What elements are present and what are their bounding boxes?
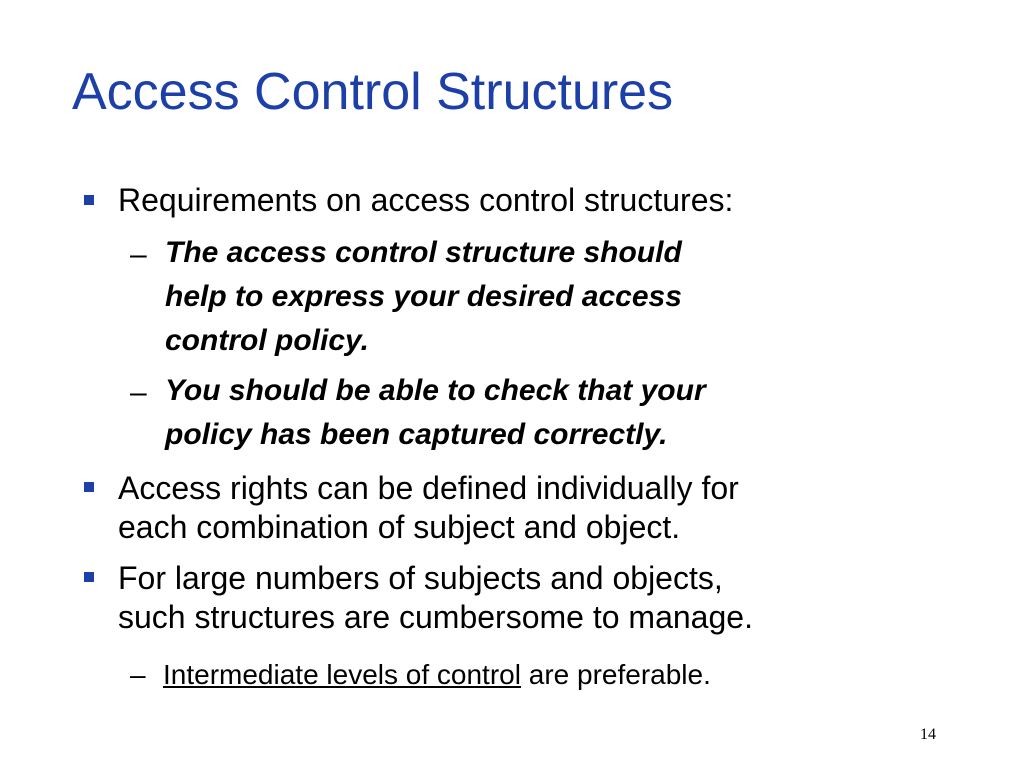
square-bullet-icon [84, 195, 94, 205]
dash-marker: – [130, 238, 147, 271]
sub-bullet-1-1-line-1: The access control structure should [165, 236, 682, 269]
square-bullet-icon [84, 572, 94, 582]
sub-bullet-1-1-line-2: help to express your desired access [165, 280, 682, 313]
sub-bullet-1-2-line-2: policy has been captured correctly. [165, 418, 668, 451]
dash-marker: – [130, 659, 146, 690]
sub-bullet-1-1-line-3: control policy. [165, 324, 369, 357]
sub-bullet-3-1 [163, 658, 711, 692]
sub-bullet-1-2-line-1: You should be able to check that your [165, 374, 706, 407]
bullet-3-line-1: For large numbers of subjects and objects, [118, 560, 723, 596]
page-number: 14 [920, 726, 936, 743]
bullet-1-text: Requirements on access control structures: [118, 182, 734, 218]
sub-bullet-3-1-rest: are preferable. [520, 659, 711, 690]
dash-marker: – [130, 376, 147, 409]
bullet-2-line-1: Access rights can be defined individually for [118, 470, 739, 506]
bullet-2-line-2: each combination of subject and object. [118, 509, 681, 545]
slide-title: Access Control Structures [72, 63, 674, 121]
square-bullet-icon [84, 482, 94, 492]
intermediate-levels-link-text: Intermediate levels of control [163, 659, 521, 690]
bullet-3-line-2: such structures are cumbersome to manage. [118, 599, 753, 635]
